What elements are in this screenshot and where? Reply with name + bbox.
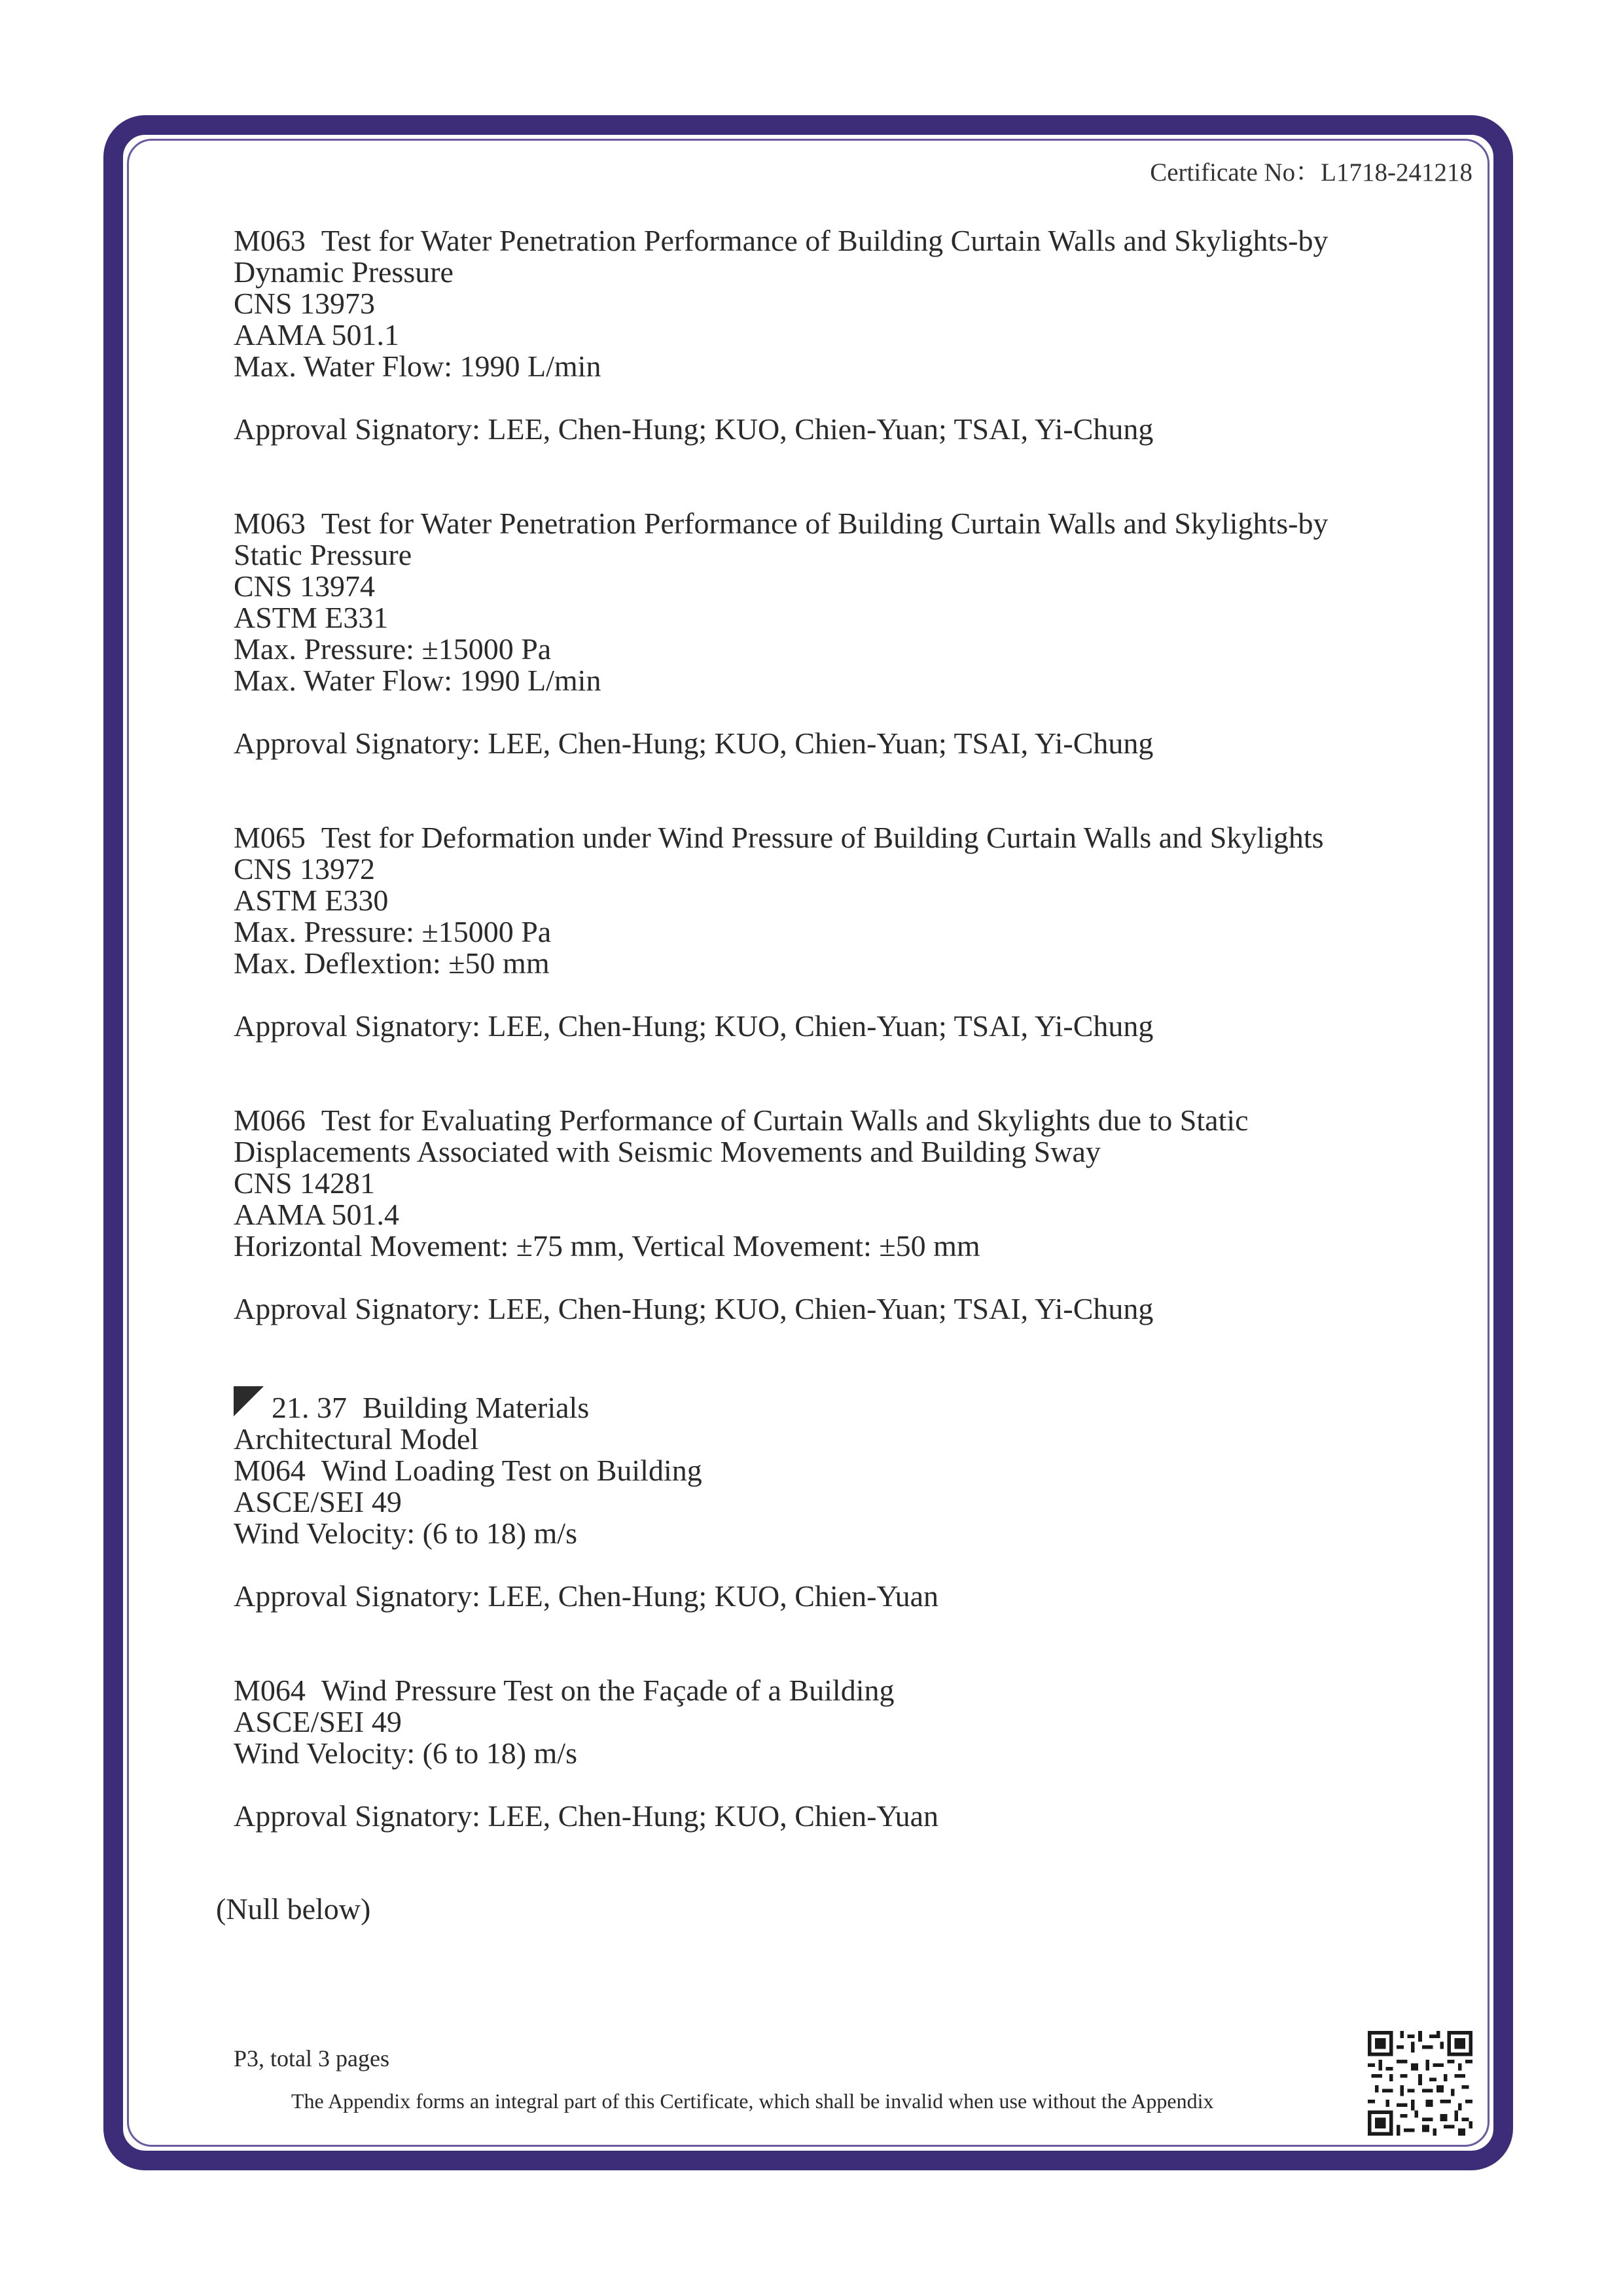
test-code: M064 — [234, 1674, 306, 1707]
entry-title-line — [234, 1455, 1412, 1486]
standard-code: AAMA 501.4 — [234, 1198, 400, 1231]
test-range: Max. Water Flow: 1990 L/min — [234, 350, 601, 383]
test-entry — [234, 508, 1412, 759]
test-range: Max. Pressure: ±15000 Pa — [234, 632, 552, 666]
test-range: Max. Water Flow: 1990 L/min — [234, 664, 601, 697]
approval-signatory: Approval Signatory: LEE, Chen-Hung; KUO, Chien-Yuan — [234, 1799, 939, 1833]
test-title-continued: Displacements Associated with Seismic Movements and Building Sway — [234, 1135, 1101, 1168]
approval-signatory: Approval Signatory: LEE, Chen-Hung; KUO, Chien-Yuan; TSAI, Yi-Chung — [234, 1009, 1154, 1043]
test-title-continued: Static Pressure — [234, 538, 412, 571]
test-title: Test for Deformation under Wind Pressure of Building Curtain Walls and Skylights — [321, 821, 1324, 854]
test-title: Wind Loading Test on Building — [321, 1454, 702, 1487]
appendix-content — [234, 225, 1412, 1832]
section-title: Building Materials — [363, 1391, 590, 1424]
test-title: Test for Water Penetration Performance of Building Curtain Walls and Skylights-by — [321, 507, 1329, 540]
test-entry — [234, 1675, 1412, 1832]
entry-title-line — [234, 1105, 1412, 1136]
approval-signatory: Approval Signatory: LEE, Chen-Hung; KUO, Chien-Yuan; TSAI, Yi-Chung — [234, 726, 1154, 760]
entry-title-line — [234, 225, 1412, 257]
test-title: Test for Evaluating Performance of Curtain Walls and Skylights due to Static — [321, 1103, 1249, 1137]
test-range: Horizontal Movement: ±75 mm, Vertical Movement: ±50 mm — [234, 1229, 980, 1263]
standard-code: ASTM E331 — [234, 601, 389, 634]
test-title-continued: Dynamic Pressure — [234, 255, 454, 289]
test-code: M066 — [234, 1103, 306, 1137]
standard-code: ASCE/SEI 49 — [234, 1485, 402, 1518]
standard-code: AAMA 501.1 — [234, 318, 400, 351]
standard-code: ASCE/SEI 49 — [234, 1705, 402, 1738]
test-range: Max. Pressure: ±15000 Pa — [234, 915, 552, 948]
standard-code: ASTM E330 — [234, 884, 389, 917]
test-code: M065 — [234, 821, 306, 854]
section-heading — [234, 1388, 1412, 1424]
test-entry — [234, 1105, 1412, 1325]
approval-signatory: Approval Signatory: LEE, Chen-Hung; KUO, Chien-Yuan; TSAI, Yi-Chung — [234, 1292, 1154, 1325]
test-range: Max. Deflextion: ±50 mm — [234, 946, 550, 980]
standard-code: CNS 14281 — [234, 1166, 375, 1200]
certificate-number: Certificate No：L1718-241218 — [1150, 158, 1472, 187]
test-title: Test for Water Penetration Performance of Building Curtain Walls and Skylights-by — [321, 224, 1329, 257]
approval-signatory: Approval Signatory: LEE, Chen-Hung; KUO, Chien-Yuan; TSAI, Yi-Chung — [234, 412, 1154, 446]
test-range: Wind Velocity: (6 to 18) m/s — [234, 1736, 577, 1770]
standard-code: CNS 13972 — [234, 852, 375, 886]
test-title: Wind Pressure Test on the Façade of a Building — [321, 1674, 895, 1707]
page-number: P3, total 3 pages — [234, 2045, 389, 2072]
entry-title-line — [234, 508, 1412, 539]
test-code: M063 — [234, 224, 306, 257]
appendix-note: The Appendix forms an integral part of this Certificate, which shall be invalid when use without the Appendix — [291, 2089, 1214, 2113]
standard-code: CNS 13973 — [234, 287, 375, 320]
section-number: 21. 37 — [272, 1391, 347, 1424]
test-code: M064 — [234, 1454, 306, 1487]
standard-code: CNS 13974 — [234, 569, 375, 603]
flag-icon — [234, 1386, 264, 1416]
section-block — [234, 1388, 1412, 1612]
null-below-note: (Null below) — [216, 1892, 371, 1926]
test-code: M063 — [234, 507, 306, 540]
test-entry — [234, 225, 1412, 445]
test-entry — [234, 822, 1412, 1042]
section-subtitle: Architectural Model — [234, 1422, 479, 1456]
test-range: Wind Velocity: (6 to 18) m/s — [234, 1516, 577, 1550]
entry-title-line — [234, 1675, 1412, 1706]
approval-signatory: Approval Signatory: LEE, Chen-Hung; KUO, Chien-Yuan — [234, 1579, 939, 1613]
test-entry — [234, 1455, 1412, 1612]
qr-code-icon — [1368, 2030, 1472, 2136]
entry-title-line — [234, 822, 1412, 853]
